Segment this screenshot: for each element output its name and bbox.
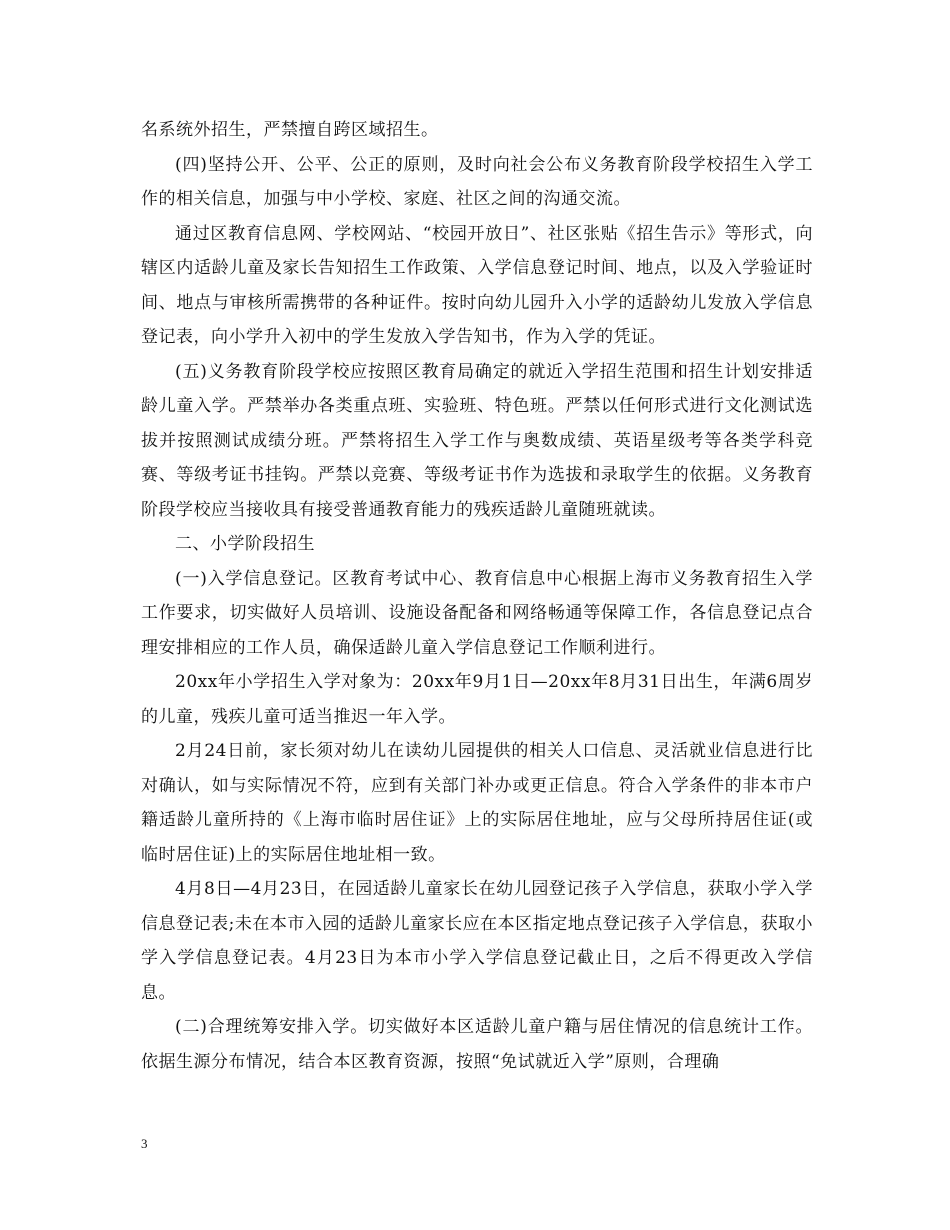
document-body [141,113,813,1079]
paragraph: 通过区教育信息网、学校网站、“校园开放日”、社区张贴《招生告示》等形式，向辖区内适龄儿童及家长告知招生工作政策、入学信息登记时间、地点，以及入学验证时间、地点与审核所需携带的各种证件。按时向幼儿园升入小学的适龄幼儿发放入学信息登记表，向小学升入初中的学生发放入学告知书，作为入学的凭证。 [141,223,813,347]
paragraph: 20xx年小学招生入学对象为：20xx年9月1日—20xx年8月31日出生，年满6周岁的儿童，残疾儿童可适当推迟一年入学。 [141,672,813,727]
page-number: 3 [141,1136,148,1151]
paragraph: (二)合理统筹安排入学。切实做好本区适龄儿童户籍与居住情况的信息统计工作。依据生源分布情况，结合本区教育资源，按照“免试就近入学”原则，合理确 [141,1017,813,1072]
paragraph: 4月8日—4月23日，在园适龄儿童家长在幼儿园登记孩子入学信息，获取小学入学信息登记表;未在本市入园的适龄儿童家长应在本区指定地点登记孩子入学信息，获取小学入学信息登记表。4月23日为本市小学入学信息登记截止日，之后不得更改入学信息。 [141,879,813,1003]
paragraph: (五)义务教育阶段学校应按照区教育局确定的就近入学招生范围和招生计划安排适龄儿童入学。严禁举办各类重点班、实验班、特色班。严禁以任何形式进行文化测试选拔并按照测试成绩分班。严禁将招生入学工作与奥数成绩、英语星级考等各类学科竞赛、等级考证书挂钩。严禁以竞赛、等级考证书作为选拔和录取学生的依据。义务教育阶段学校应当接收具有接受普通教育能力的残疾适龄儿童随班就读。 [141,361,813,520]
paragraph: 2月24日前，家长须对幼儿在读幼儿园提供的相关人口信息、灵活就业信息进行比对确认，如与实际情况不符，应到有关部门补办或更正信息。符合入学条件的非本市户籍适龄儿童所持的《上海市临时居住证》上的实际居住地址，应与父母所持居住证(或临时居住证)上的实际居住地址相一致。 [141,741,813,865]
paragraph: (四)坚持公开、公平、公正的原则，及时向社会公布义务教育阶段学校招生入学工作的相关信息，加强与中小学校、家庭、社区之间的沟通交流。 [141,154,813,209]
section-heading: 二、小学阶段招生 [175,534,315,554]
paragraph: (一)入学信息登记。区教育考试中心、教育信息中心根据上海市义务教育招生入学工作要求，切实做好人员培训、设施设备配备和网络畅通等保障工作，各信息登记点合理安排相应的工作人员，确保适龄儿童入学信息登记工作顺利进行。 [141,568,813,658]
paragraph: 名系统外招生，严禁擅自跨区域招生。 [141,120,439,140]
